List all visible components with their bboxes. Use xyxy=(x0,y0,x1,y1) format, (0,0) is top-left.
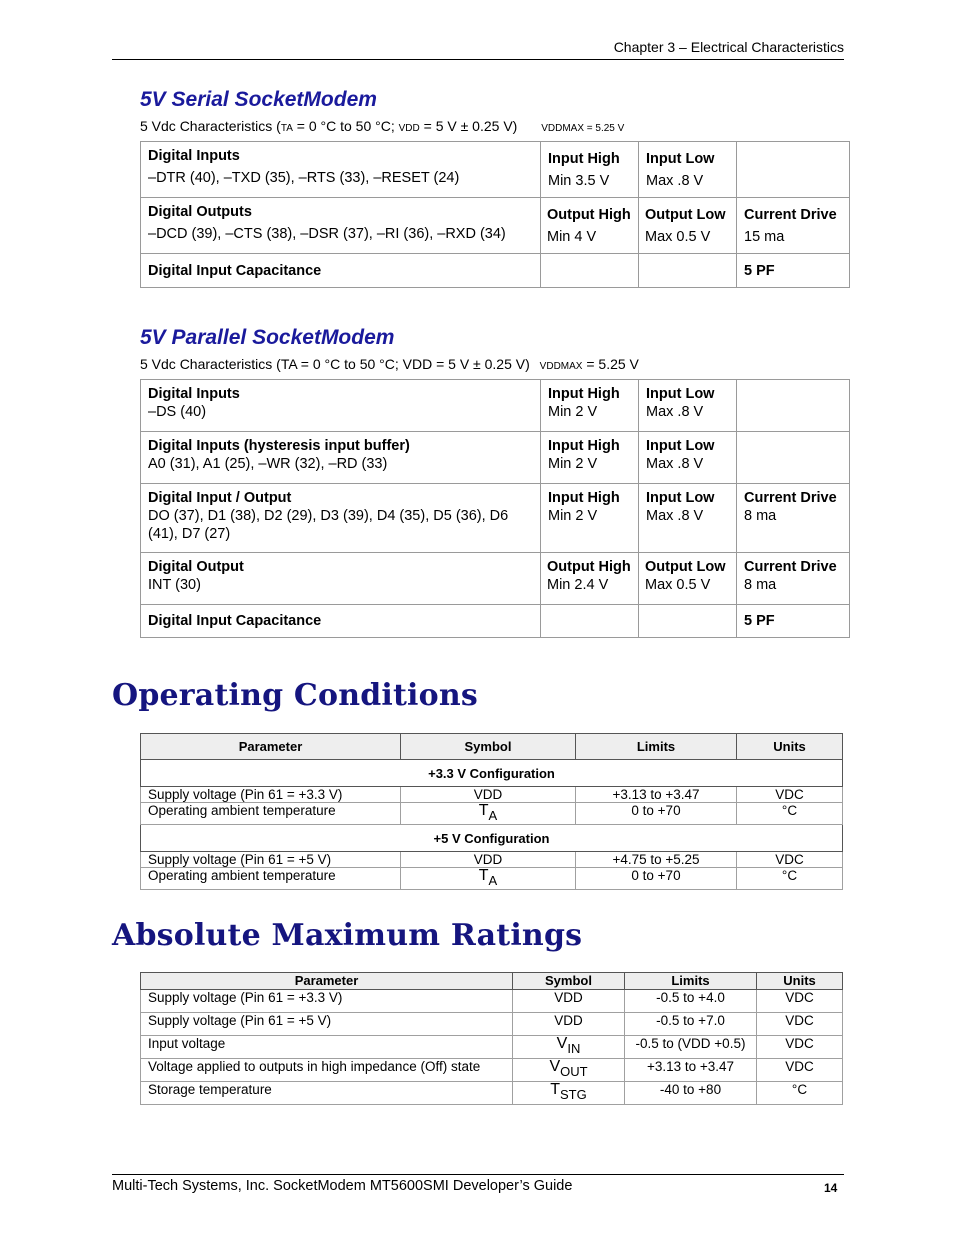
page-header xyxy=(112,38,844,60)
table-row: Supply voltage (Pin 61 = +3.3 V) VDD -0.5 to +4.0 VDC xyxy=(141,990,843,1013)
parallel-section-title: 5V Parallel SocketModem xyxy=(140,326,395,349)
table-row: Supply voltage (Pin 61 = +3.3 V) VDD +3.13 to +3.47 VDC xyxy=(141,787,843,803)
table-row: Digital Output INT (30) Output High Min 2.4 V Output Low Max 0.5 V Current Drive 8 ma xyxy=(141,553,850,605)
section-label: +5 V Configuration xyxy=(141,825,843,852)
absolute-max-table xyxy=(140,972,843,1105)
table-row: Digital Inputs –DTR (40), –TXD (35), –RTS (33), –RESET (24) Input High Min 3.5 V Input Low Max .8 V xyxy=(141,142,850,198)
table-row: Supply voltage (Pin 61 = +5 V) VDD +4.75 to +5.25 VDC xyxy=(141,852,843,868)
section-label: +3.3 V Configuration xyxy=(141,760,843,787)
table-row: Voltage applied to outputs in high impedance (Off) state VOUT +3.13 to +3.47 VDC xyxy=(141,1059,843,1082)
page-number: 14 xyxy=(824,1181,838,1195)
table-row: Storage temperature TSTG -40 to +80 °C xyxy=(141,1082,843,1105)
table-header-row: Parameter Symbol Limits Units xyxy=(141,973,843,990)
parallel-spec-table xyxy=(140,379,850,638)
operating-conditions-title: Operating Conditions xyxy=(112,678,478,713)
table-row: Operating ambient temperature TA 0 to +70 °C xyxy=(141,803,843,825)
table-row: Digital Input Capacitance 5 PF xyxy=(141,254,850,288)
table-row: Digital Inputs (hysteresis input buffer) A0 (31), A1 (25), –WR (32), –RD (33) Input High Min 2 V Input Low Max .8 V xyxy=(141,432,850,484)
serial-spec-table xyxy=(140,141,850,288)
table-row: Operating ambient temperature TA 0 to +70 °C xyxy=(141,868,843,890)
absolute-max-title: Absolute Maximum Ratings xyxy=(112,918,583,953)
table-header-row: Parameter Symbol Limits Units xyxy=(141,734,843,760)
serial-section-title: 5V Serial SocketModem xyxy=(140,88,377,111)
serial-characteristics: 5 Vdc Characteristics (TA = 0 °C to 50 °C; VDD = 5 V ± 0.25 V) VDDMAX = 5.25 V xyxy=(140,118,625,134)
parallel-characteristics: 5 Vdc Characteristics (TA = 0 °C to 50 °C; VDD = 5 V ± 0.25 V) VDDMAX = 5.25 V xyxy=(140,356,639,372)
table-row: Digital Input Capacitance 5 PF xyxy=(141,605,850,638)
table-row: Supply voltage (Pin 61 = +5 V) VDD -0.5 to +7.0 VDC xyxy=(141,1013,843,1036)
table-row: Digital Inputs –DS (40) Input High Min 2 V Input Low Max .8 V xyxy=(141,380,850,432)
chapter-title: Chapter 3 – Electrical Characteristics xyxy=(613,39,844,55)
table-row: Digital Outputs –DCD (39), –CTS (38), –DSR (37), –RI (36), –RXD (34) Output High Min 4 V Output Low Max 0.5 V Current Drive 15 ma xyxy=(141,198,850,254)
footer-text: Multi-Tech Systems, Inc. SocketModem MT5600SMI Developer’s Guide xyxy=(112,1178,573,1194)
table-row: Digital Input / Output DO (37), D1 (38), D2 (29), D3 (39), D4 (35), D5 (36), D6 (41), D7 (27) Input High Min 2 V Input Low Max .8 V Current Drive 8 ma xyxy=(141,484,850,553)
serial-vddmax: VDDMAX = 5.25 V xyxy=(541,123,625,134)
table-row: Input voltage VIN -0.5 to (VDD +0.5) VDC xyxy=(141,1036,843,1059)
operating-conditions-table xyxy=(140,733,843,890)
footer-divider xyxy=(112,1174,844,1175)
